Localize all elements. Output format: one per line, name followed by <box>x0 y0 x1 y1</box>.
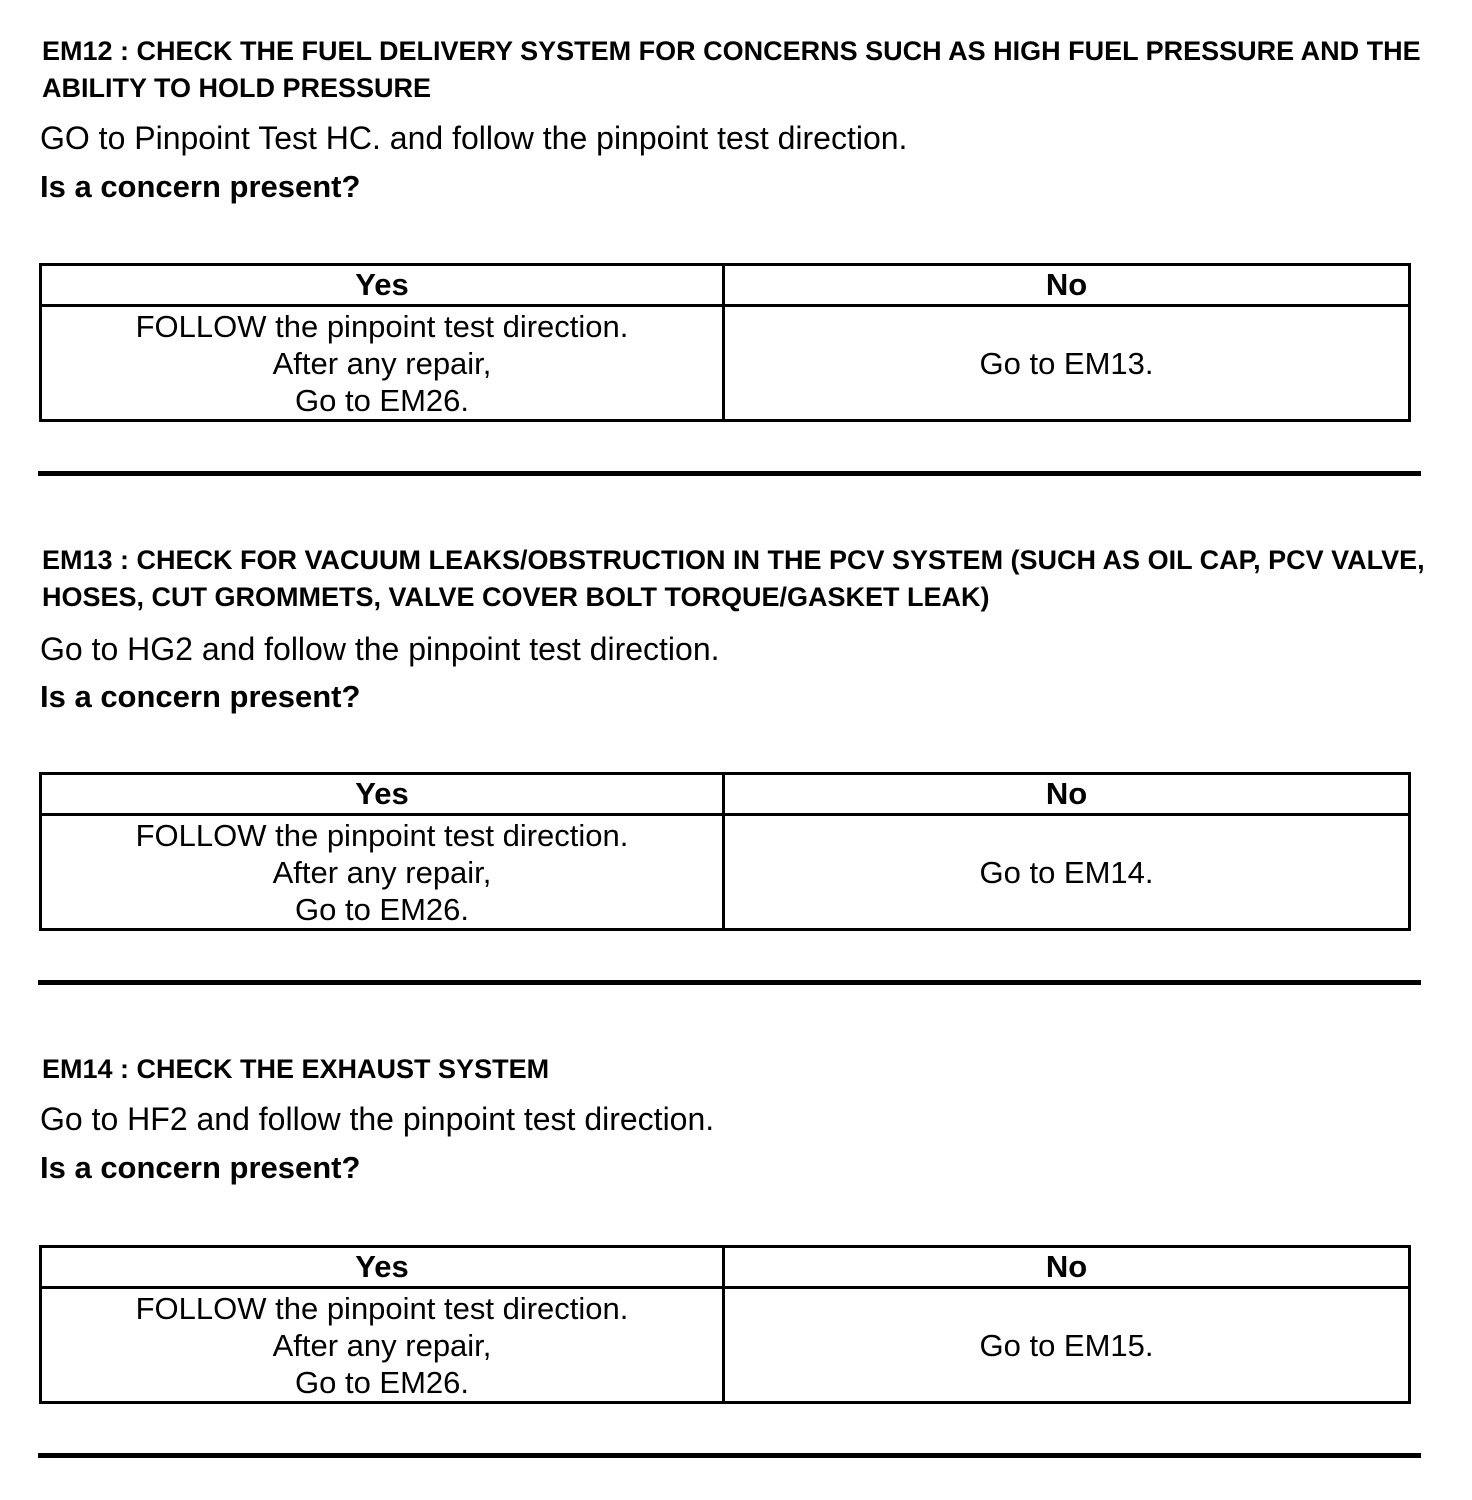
yes-line: After any repair, <box>272 854 492 890</box>
decision-table <box>39 263 1411 422</box>
section-divider <box>38 1453 1421 1458</box>
yes-line: After any repair, <box>272 1327 492 1363</box>
yes-cell <box>41 815 724 930</box>
step-heading: EM12 : CHECK THE FUEL DELIVERY SYSTEM FOR CONCERNS SUCH AS HIGH FUEL PRESSURE AND THE ABILITY TO HOLD PRESSURE <box>42 36 1421 103</box>
decision-table <box>39 772 1411 931</box>
decision-table <box>39 1245 1411 1404</box>
step-instruction: Go to HG2 and follow the pinpoint test direction. <box>40 631 720 667</box>
yes-cell <box>41 306 724 421</box>
yes-line: FOLLOW the pinpoint test direction. <box>135 308 629 344</box>
no-header: No <box>724 265 1410 306</box>
no-cell: Go to EM15. <box>724 1288 1410 1403</box>
yes-line: Go to EM26. <box>294 891 470 927</box>
yes-header: Yes <box>41 774 724 815</box>
yes-line: After any repair, <box>272 345 492 381</box>
step-question: Is a concern present? <box>40 169 361 204</box>
step-question: Is a concern present? <box>40 1150 361 1185</box>
section-divider <box>38 471 1421 476</box>
yes-cell <box>41 1288 724 1403</box>
yes-line: Go to EM26. <box>294 382 470 418</box>
yes-line: FOLLOW the pinpoint test direction. <box>135 1290 629 1326</box>
step-heading: EM14 : CHECK THE EXHAUST SYSTEM <box>42 1054 550 1084</box>
no-header: No <box>724 774 1410 815</box>
step-heading: EM13 : CHECK FOR VACUUM LEAKS/OBSTRUCTION IN THE PCV SYSTEM (SUCH AS OIL CAP, PCV VALVE, HOSES, CUT GROMMETS, VALVE COVER BOLT TORQUE/GASKET LEAK) <box>42 545 1425 612</box>
yes-line: Go to EM26. <box>294 1364 470 1400</box>
no-cell: Go to EM14. <box>724 815 1410 930</box>
step-instruction: GO to Pinpoint Test HC. and follow the pinpoint test direction. <box>40 120 908 156</box>
yes-header: Yes <box>41 265 724 306</box>
step-question: Is a concern present? <box>40 679 361 714</box>
yes-header: Yes <box>41 1247 724 1288</box>
no-cell: Go to EM13. <box>724 306 1410 421</box>
no-header: No <box>724 1247 1410 1288</box>
yes-line: FOLLOW the pinpoint test direction. <box>135 817 629 853</box>
step-instruction: Go to HF2 and follow the pinpoint test direction. <box>40 1101 715 1137</box>
section-divider <box>38 980 1421 985</box>
